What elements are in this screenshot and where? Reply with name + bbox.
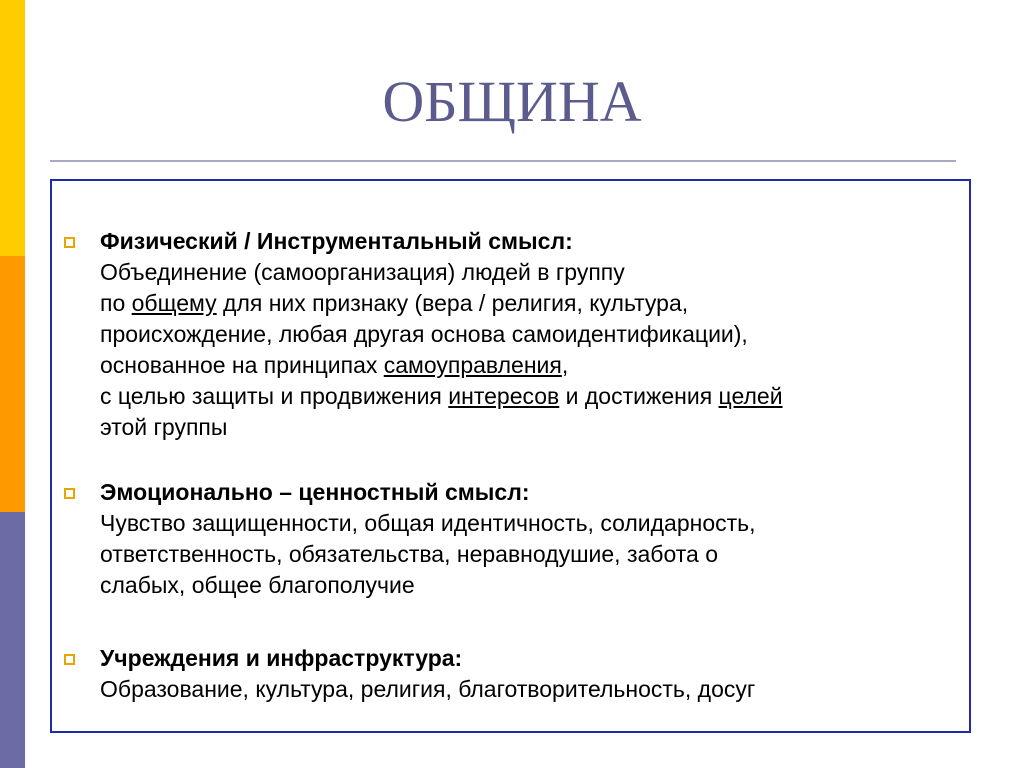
accent-strip-purple [0,512,25,768]
text-run: с целью защиты и продвижения [100,383,449,409]
text-run: для них признаку (вера / религия, культура, [216,290,689,316]
text-run: основанное на принципах [100,352,384,378]
bullet-text-line [100,381,960,412]
text-run: по [100,290,132,316]
bullet-item-institutions [100,643,960,705]
underlined-term: самоуправления [383,352,562,378]
underlined-term: общему [131,290,217,316]
bullet-text-line: Образование, культура, религия, благотворительность, досуг [100,676,756,702]
bullet-text-line: этой группы [100,414,228,440]
bullet-heading: Эмоционально – ценностный смысл: [100,479,530,505]
text-run: и достижения [559,383,719,409]
bullet-text-line [100,350,960,381]
content-box [50,179,971,733]
bullet-text-line [100,288,960,319]
bullet-text-line: слабых, общее благополучие [100,572,415,598]
title-divider [50,160,956,162]
slide-title: ОБЩИНА [382,69,642,134]
bullet-text-line: Объединение (самоорганизация) людей в группу [100,259,625,285]
square-bullet-icon [64,488,75,499]
bullet-text-line: происхождение, любая другая основа самоидентификации), [100,321,748,347]
text-run: , [561,352,569,378]
bullet-item-emotional [100,477,960,601]
underlined-term: интересов [448,383,560,409]
square-bullet-icon [64,654,75,665]
bullet-text-line: Чувство защищенности, общая идентичность, солидарность, [100,510,756,536]
square-bullet-icon [64,237,75,248]
bullet-heading: Физический / Инструментальный смысл: [100,228,573,254]
bullet-heading: Учреждения и инфраструктура: [100,645,463,671]
bullet-item-physical [100,226,960,443]
underlined-term: целей [718,383,783,409]
accent-strip-orange [0,256,25,512]
bullet-text-line: ответственность, обязательства, неравнодушие, забота о [100,541,719,567]
